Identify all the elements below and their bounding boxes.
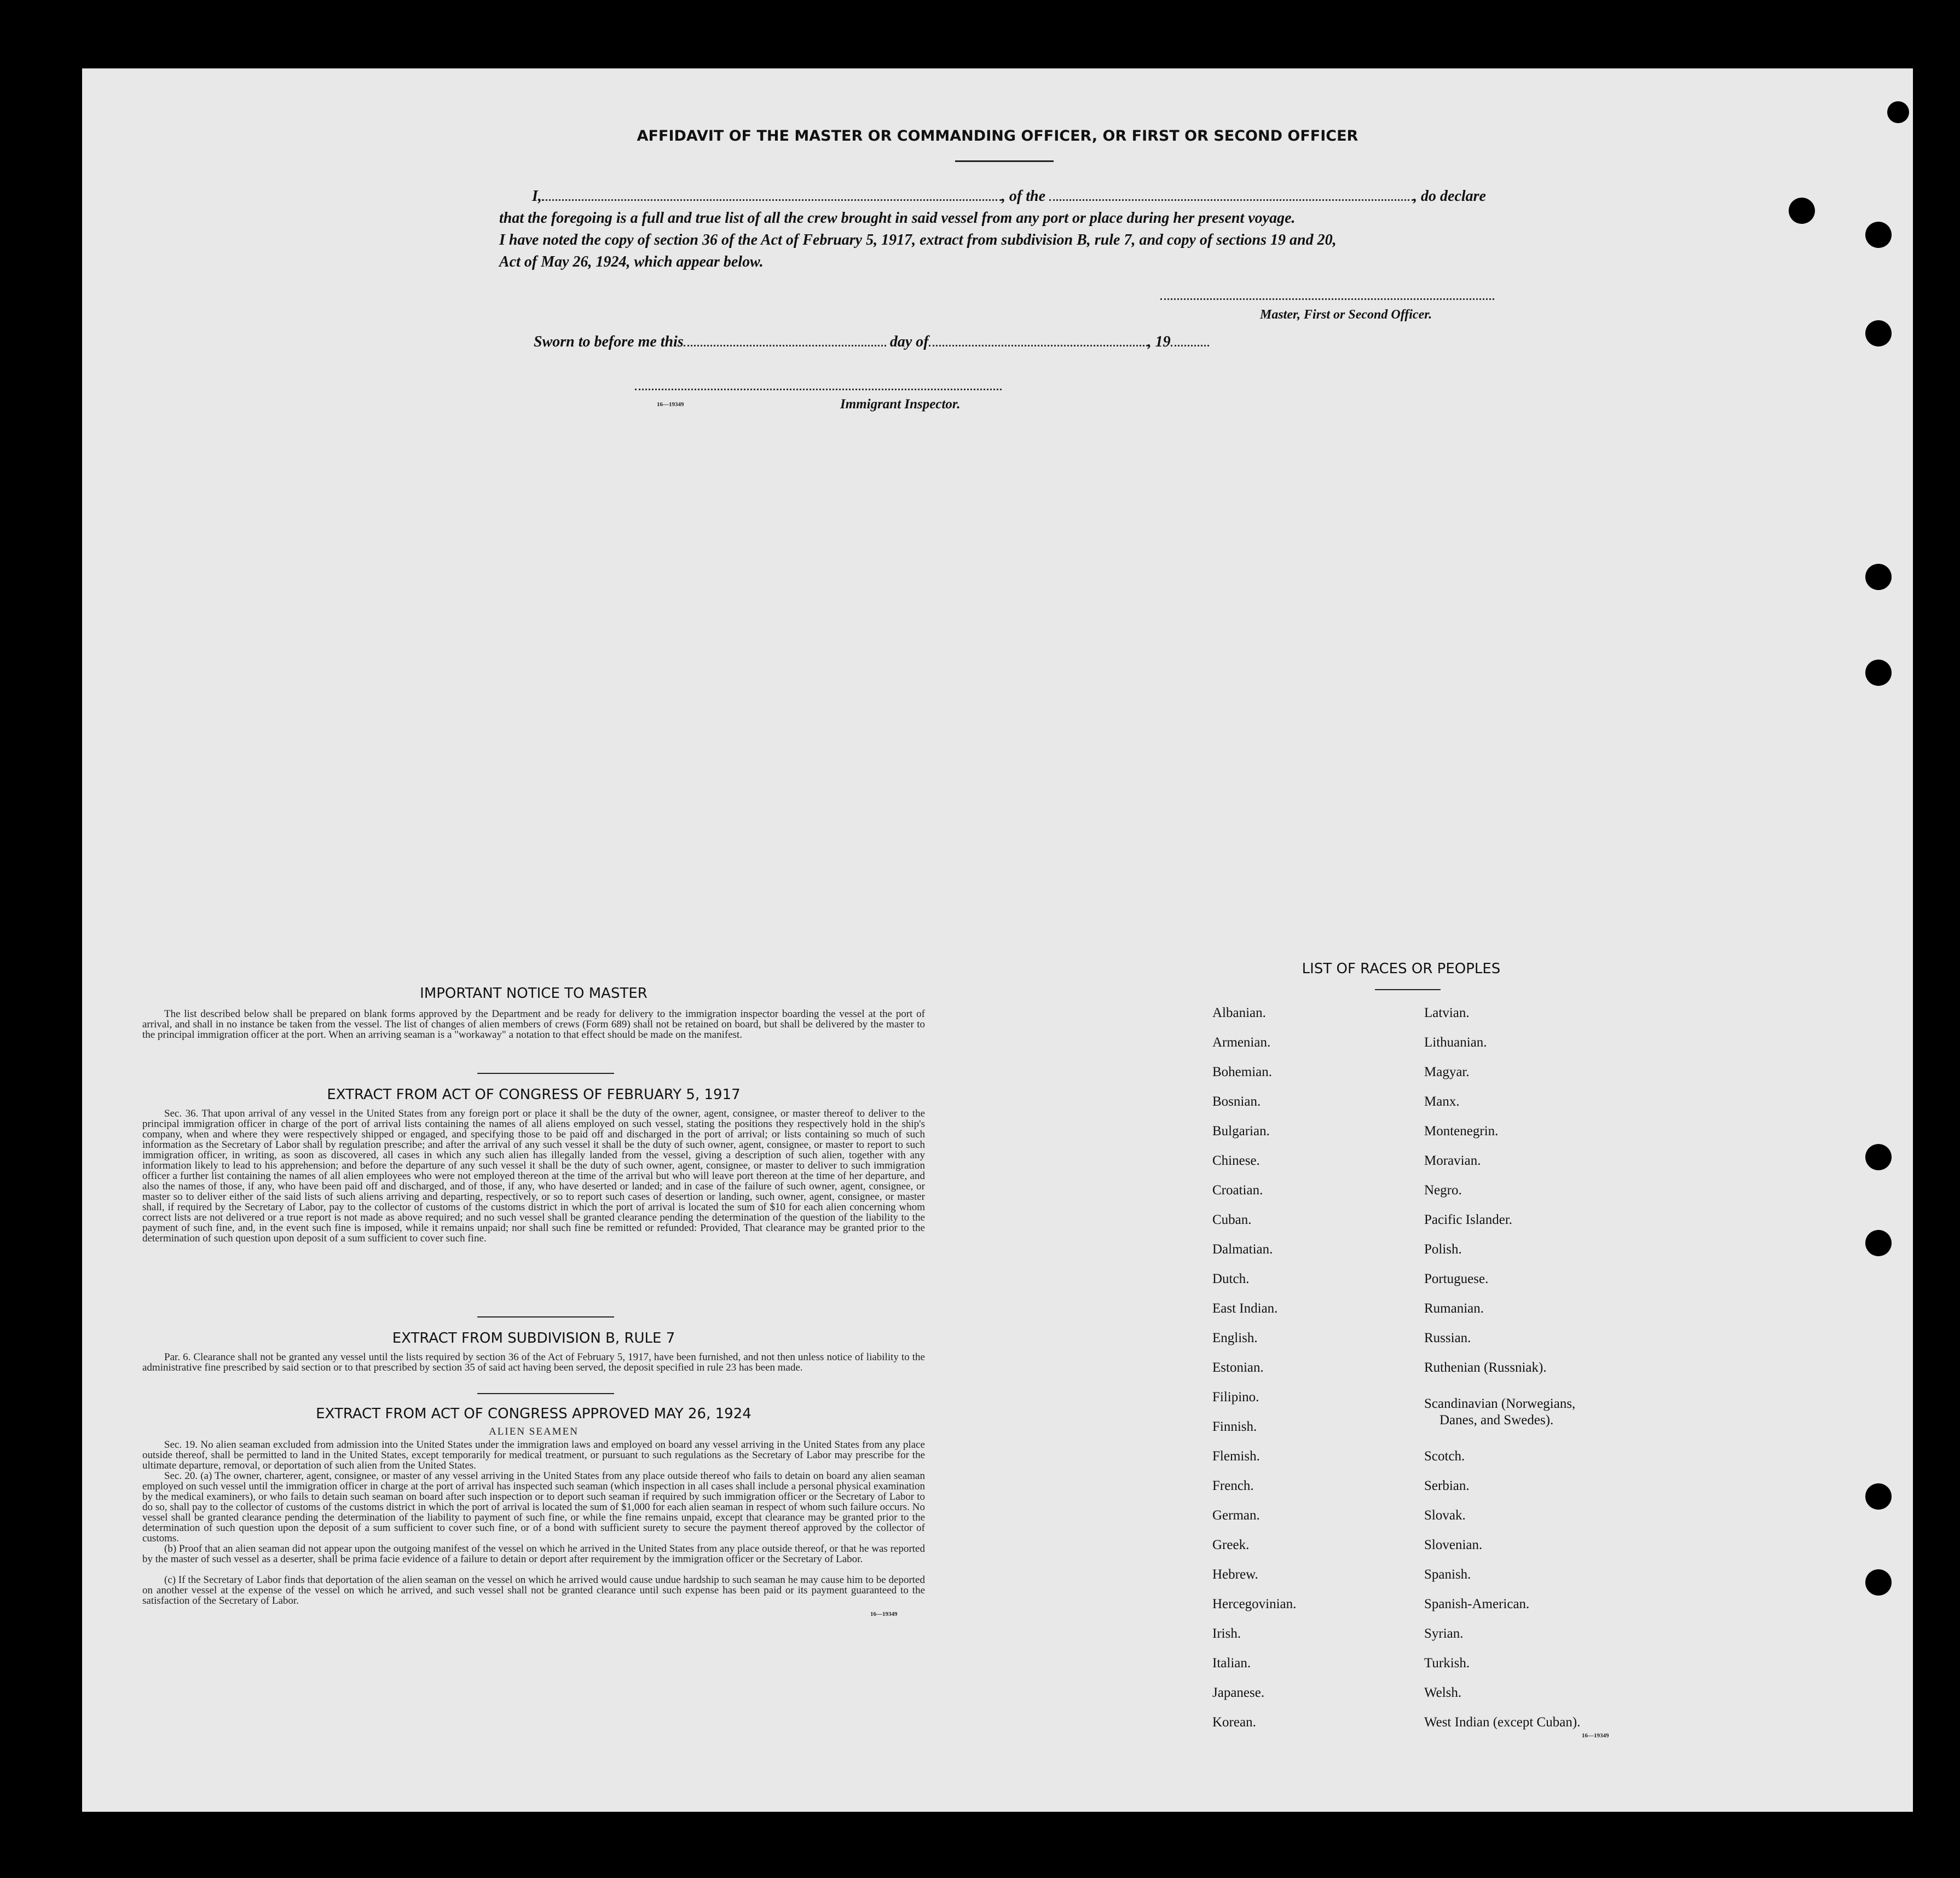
sworn-year-field[interactable] bbox=[1171, 345, 1209, 346]
form-sheet bbox=[82, 68, 1913, 1812]
race-right-item: Syrian. bbox=[1424, 1626, 1464, 1641]
race-left-item: Italian. bbox=[1212, 1656, 1251, 1671]
race-right-item: Pacific Islander. bbox=[1424, 1212, 1513, 1227]
extract-1917-rule bbox=[477, 1316, 614, 1318]
extract-1924-title: EXTRACT FROM ACT OF CONGRESS APPROVED MAY 26, 1924 bbox=[316, 1406, 751, 1422]
affidavit-title: AFFIDAVIT OF THE MASTER OR COMMANDING OFFICER, OR FIRST OR SECOND OFFICER bbox=[637, 128, 1358, 145]
sworn-line bbox=[534, 333, 1209, 351]
race-left-item: Chinese. bbox=[1212, 1153, 1260, 1168]
race-left-item: Dutch. bbox=[1212, 1272, 1250, 1286]
race-right-item: Russian. bbox=[1424, 1331, 1471, 1345]
vessel-field[interactable] bbox=[1049, 199, 1413, 201]
race-left-item: Filipino. bbox=[1212, 1390, 1259, 1405]
race-right-item: Scandinavian (Norwegians, bbox=[1424, 1396, 1576, 1411]
line1-part-c: , do declare bbox=[1413, 188, 1486, 205]
race-left-item: Flemish. bbox=[1212, 1449, 1260, 1464]
race-left-item: Bosnian. bbox=[1212, 1094, 1261, 1109]
race-left-item: Hercegovinian. bbox=[1212, 1597, 1297, 1611]
race-right-item: Ruthenian (Russniak). bbox=[1424, 1360, 1547, 1375]
race-left-item: Croatian. bbox=[1212, 1183, 1263, 1198]
race-right-item: West Indian (except Cuban). bbox=[1424, 1715, 1581, 1730]
punch-hole bbox=[1865, 320, 1892, 346]
race-right-item: Polish. bbox=[1424, 1242, 1462, 1257]
notice-title: IMPORTANT NOTICE TO MASTER bbox=[420, 985, 647, 1002]
punch-hole bbox=[1865, 660, 1892, 686]
form-number-right: 16—19349 bbox=[1582, 1732, 1609, 1739]
title-rule bbox=[955, 160, 1054, 162]
punch-hole bbox=[1865, 1144, 1892, 1170]
punch-hole bbox=[1887, 101, 1909, 123]
affidavit-line3: I have noted the copy of section 36 of the Act of February 5, 1917, extract from subdivision B, rule 7, and copy of sections 19 and 20, bbox=[499, 232, 1337, 249]
inspector-signature-field[interactable] bbox=[635, 389, 1002, 390]
affidavit-line4: Act of May 26, 1924, which appear below. bbox=[499, 253, 764, 270]
race-left-item: Hebrew. bbox=[1212, 1567, 1258, 1582]
race-left-item: Estonian. bbox=[1212, 1360, 1264, 1375]
race-left-item: Greek. bbox=[1212, 1538, 1250, 1552]
affidavit-line1 bbox=[532, 188, 1486, 205]
races-title: LIST OF RACES OR PEOPLES bbox=[1302, 961, 1501, 977]
race-left-item: Bohemian. bbox=[1212, 1065, 1273, 1079]
race-left-item: Albanian. bbox=[1212, 1006, 1266, 1020]
race-right-item: Latvian. bbox=[1424, 1006, 1470, 1020]
race-right-item: Spanish. bbox=[1424, 1567, 1471, 1582]
punch-hole bbox=[1865, 1230, 1892, 1256]
race-left-item: Bulgarian. bbox=[1212, 1124, 1270, 1139]
notice-body: The list described below shall be prepared on blank forms approved by the Department and be ready for delivery to the immigration inspector boarding the vessel at the port of arrival, and shall in no instance be taken from the vessel. The list of changes of alien members of crews (Form 689) shall not be retained on board, but shall be delivered by the master to the principal immigration officer at the port. When an arriving seaman is a "workaway" a notation to that effect should be made on the manifest. bbox=[142, 1008, 925, 1041]
notice-rule bbox=[477, 1073, 614, 1074]
race-right-item: Scotch. bbox=[1424, 1449, 1465, 1464]
race-left-item: East Indian. bbox=[1212, 1301, 1278, 1316]
master-signature-field[interactable] bbox=[1160, 298, 1494, 300]
name-field[interactable] bbox=[542, 199, 1002, 201]
race-right-item: Danes, and Swedes). bbox=[1439, 1413, 1554, 1428]
race-left-item: English. bbox=[1212, 1331, 1258, 1345]
extract-1917-body: Sec. 36. That upon arrival of any vessel in the United States from any foreign port or place it shall be the duty of the owner, agent, consignee, or master thereof to deliver to the principal immigration officer in charge of the port of arrival lists containing the names of all aliens employed on such vessel, stating the positions they respectively hold in the ship's company, when and where they were respectively shipped or engaged, and specifying those to be paid off and discharged in the port of arrival; or lists containing so much of such information as the Secretary of Labor shall by regulation prescribe; and after the arrival of any such vessel it shall be the duty of such owner, agent, consignee, or master to report to such immigration officer, in writing, as soon as discovered, all cases in which any such alien has illegally landed from the vessel, giving a description of such alien, together with any information likely to lead to his apprehension; and before the departure of any such vessel it shall be the duty of such owner, agent, consignee, or master to deliver to such immigration officer a further list containing the names of all alien employees who were not employed thereon at the time of the arrival but who will leave port thereon at the time of her departure, and also the names of those, if any, who have been paid off and discharged, and of those, if any, who have deserted or landed; and in case of the failure of such owner, agent, consignee, or master so to deliver either of the said lists of such aliens arriving and departing, respectively, or so to report such cases of desertion or landing, such owner, agent, consignee, or master shall, if required by the Secretary of Labor, pay to the collector of customs of the customs district in which the port of arrival is located the sum of $10 for each alien concerning whom correct lists are not delivered or a true report is not made as above required; and no such vessel shall be granted clearance pending the determination of the question of the liability to the payment of such fine, and, in the event such fine is imposed, while it remains unpaid; nor shall such fine be remitted or refunded: Provided, That clearance may be granted prior to the determination of such question upon deposit of a sum sufficient to cover such fine. bbox=[142, 1108, 925, 1244]
race-right-item: Serbian. bbox=[1424, 1478, 1470, 1493]
race-left-item: Japanese. bbox=[1212, 1685, 1265, 1700]
sworn-part-c: , 19 bbox=[1147, 333, 1171, 350]
race-right-item: Slovak. bbox=[1424, 1508, 1466, 1523]
inspector-label: Immigrant Inspector. bbox=[840, 397, 961, 412]
form-number-left: 16—19349 bbox=[870, 1611, 898, 1617]
race-right-item: Slovenian. bbox=[1424, 1538, 1483, 1552]
punch-hole bbox=[1865, 222, 1892, 248]
race-left-item: Finnish. bbox=[1212, 1419, 1257, 1434]
punch-hole bbox=[1865, 1483, 1892, 1510]
race-left-item: Korean. bbox=[1212, 1715, 1256, 1730]
sworn-day-field[interactable] bbox=[684, 345, 886, 346]
line1-part-b: , of the bbox=[1001, 188, 1046, 205]
sworn-month-field[interactable] bbox=[929, 345, 1148, 346]
races-rule bbox=[1375, 989, 1441, 990]
sec20a-body: Sec. 20. (a) The owner, charterer, agent, consignee, or master of any vessel arriving in the United States from any place outside thereof who fails to detain on board any alien seaman employed on such vessel until the immigration officer in charge at the port of arrival has inspected such seaman (which inspection in all cases shall include a personal physical examination by the medical examiners), or who fails to detain such seaman on board after such inspection or to deport such seaman if required by such immigration officer or the Secretary of Labor to do so, shall pay to the collector of customs of the customs district in which the port of arrival is located the sum of $1,000 for each alien seaman in respect of whom such failure occurs. No vessel shall be granted clearance pending the determination of the liability to payment of such fine, or while the fine remains unpaid, except that clearance may be granted prior to the determination of such question upon the deposit of a sum sufficient to cover such fine, or of a bond with sufficient surety to secure the payment thereof approved by the collector of customs. bbox=[142, 1470, 925, 1544]
subdivision-b-rule bbox=[477, 1393, 614, 1394]
sworn-part-a: Sworn to before me this bbox=[534, 333, 684, 350]
race-right-item: Portuguese. bbox=[1424, 1272, 1489, 1286]
race-left-item: French. bbox=[1212, 1478, 1254, 1493]
line1-part-a: I, bbox=[532, 188, 542, 205]
subdivision-b-body: Par. 6. Clearance shall not be granted any vessel until the lists required by section 36 of the Act of February 5, 1917, have been furnished, and not then unless notice of liability to the administrative fine prescribed by said section or to that prescribed by section 35 of said act having been served, the deposit specified in rule 23 has been made. bbox=[142, 1351, 925, 1373]
race-right-item: Manx. bbox=[1424, 1094, 1460, 1109]
race-left-item: Dalmatian. bbox=[1212, 1242, 1273, 1257]
punch-hole bbox=[1789, 198, 1815, 224]
affidavit-line2: that the foregoing is a full and true list of all the crew brought in said vessel from any port or place during her present voyage. bbox=[499, 210, 1296, 227]
sworn-part-b: day of bbox=[889, 333, 929, 350]
race-left-item: Cuban. bbox=[1212, 1212, 1252, 1227]
extract-1917-title: EXTRACT FROM ACT OF CONGRESS OF FEBRUARY 5, 1917 bbox=[327, 1087, 741, 1103]
race-right-item: Rumanian. bbox=[1424, 1301, 1484, 1316]
master-label: Master, First or Second Officer. bbox=[1260, 308, 1432, 322]
race-left-item: Armenian. bbox=[1212, 1035, 1271, 1050]
race-right-item: Negro. bbox=[1424, 1183, 1462, 1198]
race-left-item: German. bbox=[1212, 1508, 1260, 1523]
sec19-body: Sec. 19. No alien seaman excluded from admission into the United States under the immigration laws and employed on board any vessel arriving in the United States from any place outside thereof, shall be permitted to land in the United States, except temporarily for medical treatment, or pursuant to such regulations as the Secretary of Labor may prescribe for the ultimate departure, removal, or deportation of such alien from the United States. bbox=[142, 1439, 925, 1471]
punch-hole bbox=[1865, 1569, 1892, 1596]
extract-1924-subtitle: ALIEN SEAMEN bbox=[489, 1426, 579, 1437]
race-right-item: Turkish. bbox=[1424, 1656, 1470, 1671]
race-right-item: Welsh. bbox=[1424, 1685, 1462, 1700]
race-right-item: Montenegrin. bbox=[1424, 1124, 1499, 1139]
race-right-item: Moravian. bbox=[1424, 1153, 1481, 1168]
subdivision-b-title: EXTRACT FROM SUBDIVISION B, RULE 7 bbox=[392, 1330, 675, 1347]
sec20b-body: (b) Proof that an alien seaman did not appear upon the outgoing manifest of the vessel on which he arrived in the United States from any place outside thereof, or that he was reported by the master of such vessel as a deserter, shall be prima facie evidence of a failure to detain or deport after requirement by the immigration officer or the Secretary of Labor. bbox=[142, 1543, 925, 1565]
sec20c-body: (c) If the Secretary of Labor finds that deportation of the alien seaman on the vessel on which he arrived would cause undue hardship to such seaman he may cause him to be deported on another vessel at the expense of the vessel on which he arrived, and such vessel shall not be granted clearance until such expense has been paid or its payment guaranteed to the satisfaction of the Secretary of Labor. bbox=[142, 1574, 925, 1607]
race-left-item: Irish. bbox=[1212, 1626, 1241, 1641]
form-number-top: 16—19349 bbox=[657, 401, 684, 408]
punch-hole bbox=[1865, 564, 1892, 590]
race-right-item: Magyar. bbox=[1424, 1065, 1470, 1079]
race-right-item: Spanish-American. bbox=[1424, 1597, 1530, 1611]
race-right-item: Lithuanian. bbox=[1424, 1035, 1487, 1050]
